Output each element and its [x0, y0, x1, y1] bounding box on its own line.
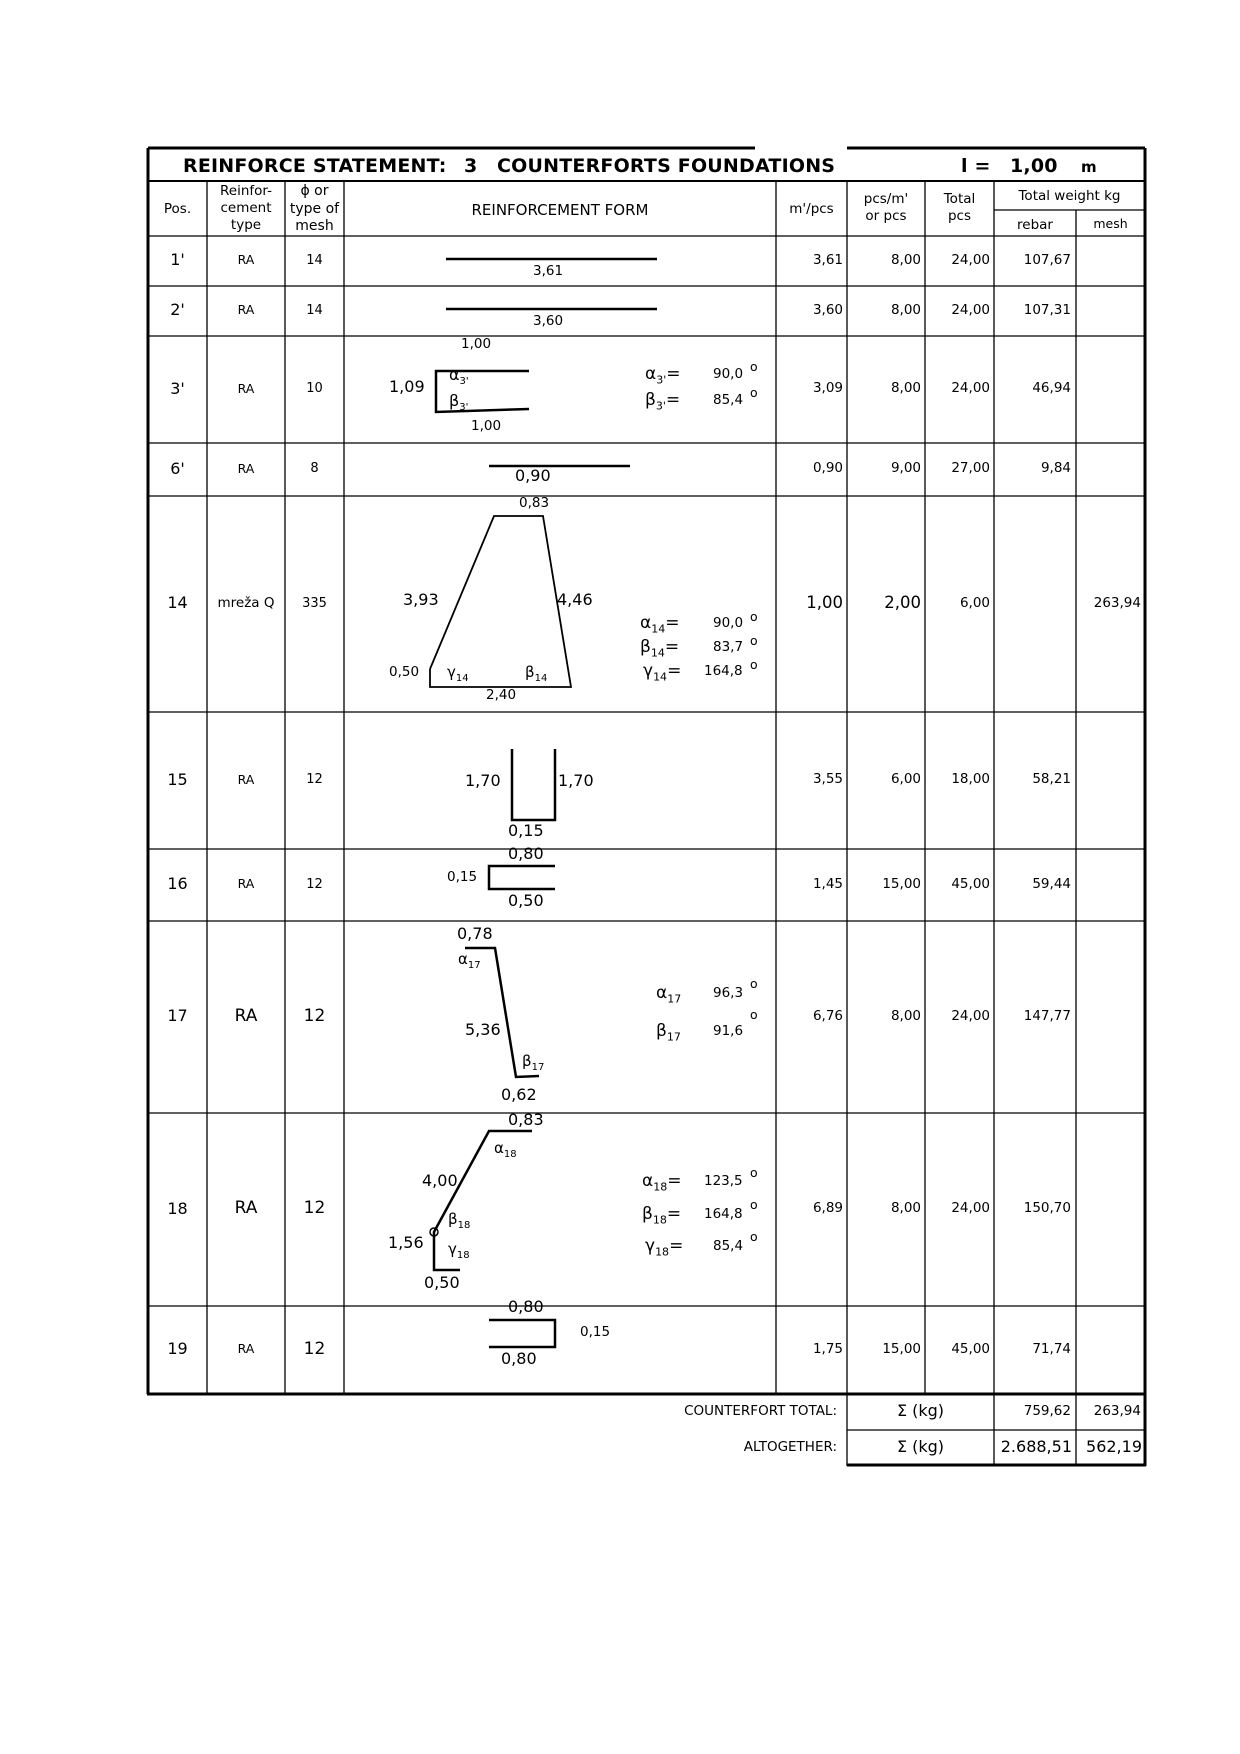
title-number: 3 [464, 155, 478, 177]
row-7-total: 45,00 [951, 875, 990, 892]
row-8-pos: 17 [167, 1006, 188, 1026]
form-3-alpha-mark: $\alpha_{3'}$ [449, 365, 469, 388]
form-17-beta-value: 91,6 [713, 1023, 744, 1039]
row-10-total: 45,00 [951, 1340, 990, 1357]
row-1-m: 3,61 [812, 251, 843, 268]
row-8-pcs: 8,00 [890, 1007, 921, 1024]
form-14-beta-value: 83,7 [713, 639, 744, 655]
form-14-alpha-degree: o [750, 609, 758, 624]
form-17-alpha-value: 96,3 [713, 985, 744, 1001]
row-8-phi: 12 [303, 1005, 326, 1026]
form-3-side: 1,09 [389, 377, 425, 396]
form-3-beta-degree: o [750, 385, 758, 400]
form-18-diagonal: 4,00 [422, 1171, 458, 1190]
form-3-top: 1,00 [461, 336, 492, 352]
row-9-rebar: 150,70 [1023, 1200, 1071, 1217]
row-4-pos: 6' [170, 458, 185, 478]
title-name: COUNTERFORTS FOUNDATIONS [497, 155, 836, 177]
counterfort-total-label: COUNTERFORT TOTAL: [684, 1403, 837, 1419]
row-2-m: 3,60 [812, 301, 843, 318]
row-1-rebar: 107,67 [1023, 251, 1071, 268]
form-17-middle: 5,36 [465, 1020, 501, 1039]
header-rebar: rebar [1017, 217, 1053, 233]
row-10-pcs: 15,00 [882, 1340, 921, 1357]
row-3-total: 24,00 [951, 380, 990, 397]
bar-shape-16 [489, 866, 555, 889]
row-7-m: 1,45 [812, 875, 843, 892]
row-10-type: RA [237, 1341, 255, 1357]
form-17-beta-label: $\beta_{17}$ [656, 1021, 681, 1044]
form-18-alpha-degree: o [750, 1165, 758, 1180]
form-15-left: 1,70 [465, 771, 501, 790]
form-6-length: 0,90 [515, 466, 551, 485]
row-5-pos: 14 [167, 593, 188, 613]
row-3-phi: 10 [306, 381, 323, 397]
form-3-alpha-eq: $\alpha_{3'}=$ [645, 364, 681, 387]
row-2-pos: 2' [170, 300, 185, 320]
altogether-rebar: 2.688,51 [1000, 1437, 1072, 1456]
header-mesh: mesh [1093, 216, 1128, 231]
row-3-m: 3,09 [812, 380, 843, 397]
row-4-m: 0,90 [812, 460, 843, 477]
form-14-gamma-value: 164,8 [704, 663, 743, 679]
form-14-beta-mark: $\beta_{14}$ [525, 663, 548, 684]
form-19-side: 0,15 [580, 1324, 611, 1340]
form-14-top: 0,83 [519, 495, 550, 511]
row-7-rebar: 59,44 [1032, 875, 1071, 892]
row-5-total: 6,00 [959, 594, 990, 611]
row-6-type: RA [237, 771, 255, 787]
header-diameter: ϕ or type of mesh [289, 183, 340, 234]
form-18-gamma-degree: o [750, 1229, 758, 1244]
counterfort-total-unit: Σ (kg) [896, 1401, 945, 1420]
form-18-side: 1,56 [388, 1233, 424, 1252]
form-18-alpha-value: 123,5 [704, 1173, 743, 1189]
row-5-m: 1,00 [806, 592, 843, 612]
length-value: 1,00 [1010, 155, 1058, 177]
header-length-per-piece: m'/pcs [789, 201, 834, 217]
form-14-beta-degree: o [750, 633, 758, 648]
form-17-top: 0,78 [457, 924, 493, 943]
form-17-alpha-degree: o [750, 976, 758, 991]
row-4-phi: 8 [310, 461, 319, 477]
altogether-unit: Σ (kg) [896, 1437, 945, 1456]
form-18-beta-eq: $\beta_{18}=$ [642, 1204, 682, 1227]
row-6-phi: 12 [306, 772, 323, 788]
form-14-gamma-eq: $\gamma_{14}=$ [643, 661, 682, 684]
header-reinforcement-form: REINFORCEMENT FORM [471, 201, 649, 219]
form-2-length: 3,60 [533, 313, 564, 329]
row-7-pos: 16 [167, 874, 188, 894]
form-18-top: 0,83 [508, 1110, 544, 1129]
row-9-pcs: 8,00 [890, 1200, 921, 1217]
form-17-beta-degree: o [750, 1007, 758, 1022]
row-1-pos: 1' [170, 250, 185, 270]
row-8-rebar: 147,77 [1023, 1007, 1071, 1024]
row-5-pcs: 2,00 [884, 592, 921, 612]
form-17-beta-mark: $\beta_{17}$ [522, 1052, 545, 1073]
row-2-rebar: 107,31 [1023, 301, 1071, 318]
form-18-bottom: 0,50 [424, 1273, 460, 1292]
row-6-rebar: 58,21 [1032, 771, 1071, 788]
row-4-type: RA [237, 460, 255, 476]
form-18-beta-mark: $\beta_{18}$ [448, 1210, 471, 1231]
row-8-type: RA [234, 1005, 258, 1026]
bar-shape-19 [489, 1320, 555, 1347]
row-4-rebar: 9,84 [1040, 460, 1071, 477]
counterfort-total-mesh: 263,94 [1093, 1403, 1141, 1419]
length-unit: m [1081, 158, 1097, 176]
form-14-bottom: 2,40 [486, 687, 517, 703]
row-9-phi: 12 [303, 1198, 326, 1219]
row-6-m: 3,55 [812, 771, 843, 788]
row-6-total: 18,00 [951, 771, 990, 788]
row-9-type: RA [234, 1198, 258, 1219]
row-9-pos: 18 [167, 1198, 188, 1218]
row-1-pcs: 8,00 [890, 251, 921, 268]
form-14-gamma-mark: $\gamma_{14}$ [447, 663, 469, 684]
header-pieces: pcs/m' or pcs [863, 191, 909, 224]
form-14-left: 3,93 [403, 590, 439, 609]
row-10-pos: 19 [167, 1339, 188, 1359]
row-7-phi: 12 [306, 876, 323, 892]
form-16-top: 0,80 [508, 844, 544, 863]
form-16-bottom: 0,50 [508, 891, 544, 910]
form-18-gamma-value: 85,4 [713, 1238, 744, 1254]
form-14-alpha-value: 90,0 [713, 615, 744, 631]
form-14-right: 4,46 [557, 590, 593, 609]
form-17-alpha-mark: $\alpha_{17}$ [458, 950, 481, 971]
form-18-beta-degree: o [750, 1197, 758, 1212]
form-19-top: 0,80 [508, 1297, 544, 1316]
form-3-alpha-degree: o [750, 359, 758, 374]
form-14-gamma-degree: o [750, 657, 758, 672]
altogether-label: ALTOGETHER: [743, 1439, 837, 1455]
row-5-mesh: 263,94 [1093, 594, 1141, 611]
row-5-type: mreža Q [217, 594, 275, 611]
form-3-beta-eq: $\beta_{3'}=$ [645, 390, 681, 413]
form-18-alpha-eq: $\alpha_{18}=$ [642, 1171, 682, 1194]
form-14-foot: 0,50 [389, 664, 420, 680]
row-3-pcs: 8,00 [890, 380, 921, 397]
form-14-alpha-eq: $\alpha_{14}=$ [640, 613, 680, 636]
form-18-beta-value: 164,8 [704, 1206, 743, 1222]
row-6-pcs: 6,00 [890, 771, 921, 788]
row-10-m: 1,75 [812, 1340, 843, 1357]
form-3-beta-mark: $\beta_{3'}$ [449, 391, 469, 414]
row-4-pcs: 9,00 [890, 460, 921, 477]
row-1-type: RA [237, 252, 255, 268]
mesh-shape-14 [430, 516, 571, 687]
length-label: l = [961, 155, 991, 177]
row-3-type: RA [237, 380, 255, 396]
form-19-bottom: 0,80 [501, 1349, 537, 1368]
row-3-rebar: 46,94 [1032, 380, 1071, 397]
form-14-beta-eq: $\beta_{14}=$ [640, 637, 680, 660]
form-18-gamma-eq: $\gamma_{18}=$ [645, 1236, 684, 1259]
row-6-pos: 15 [167, 769, 188, 789]
form-18-gamma-mark: $\gamma_{18}$ [448, 1240, 470, 1261]
row-2-total: 24,00 [951, 301, 990, 318]
row-1-total: 24,00 [951, 251, 990, 268]
form-3-alpha-value: 90,0 [713, 366, 744, 382]
header-total-pieces: Total pcs [943, 191, 976, 224]
row-2-type: RA [237, 302, 255, 318]
row-2-phi: 14 [306, 302, 323, 318]
row-9-m: 6,89 [812, 1200, 843, 1217]
form-18-alpha-mark: $\alpha_{18}$ [494, 1139, 517, 1160]
row-5-phi: 335 [302, 595, 327, 611]
form-17-alpha-label: $\alpha_{17}$ [656, 983, 682, 1006]
row-4-total: 27,00 [951, 460, 990, 477]
bar-shape-15 [512, 749, 555, 820]
form-3-beta-value: 85,4 [713, 392, 744, 408]
row-8-total: 24,00 [951, 1007, 990, 1024]
title-prefix: REINFORCE STATEMENT: [183, 155, 447, 177]
row-9-total: 24,00 [951, 1200, 990, 1217]
row-1-phi: 14 [306, 252, 323, 268]
form-3-bottom: 1,00 [471, 418, 502, 434]
form-16-side: 0,15 [447, 869, 478, 885]
row-10-rebar: 71,74 [1032, 1340, 1071, 1357]
altogether-mesh: 562,19 [1086, 1437, 1142, 1456]
row-8-m: 6,76 [812, 1007, 843, 1024]
row-3-pos: 3' [170, 378, 185, 398]
form-17-bottom: 0,62 [501, 1085, 537, 1104]
row-10-phi: 12 [303, 1338, 326, 1359]
header-pos: Pos. [163, 201, 192, 217]
counterfort-total-rebar: 759,62 [1023, 1403, 1071, 1419]
form-15-bottom: 0,15 [508, 821, 544, 840]
row-2-pcs: 8,00 [890, 301, 921, 318]
form-15-right: 1,70 [558, 771, 594, 790]
header-total-weight: Total weight kg [1018, 188, 1121, 204]
row-7-type: RA [237, 876, 255, 892]
row-7-pcs: 15,00 [882, 875, 921, 892]
header-reinforcement-type: Reinfor- cement type [220, 183, 272, 233]
form-1-length: 3,61 [533, 263, 564, 279]
